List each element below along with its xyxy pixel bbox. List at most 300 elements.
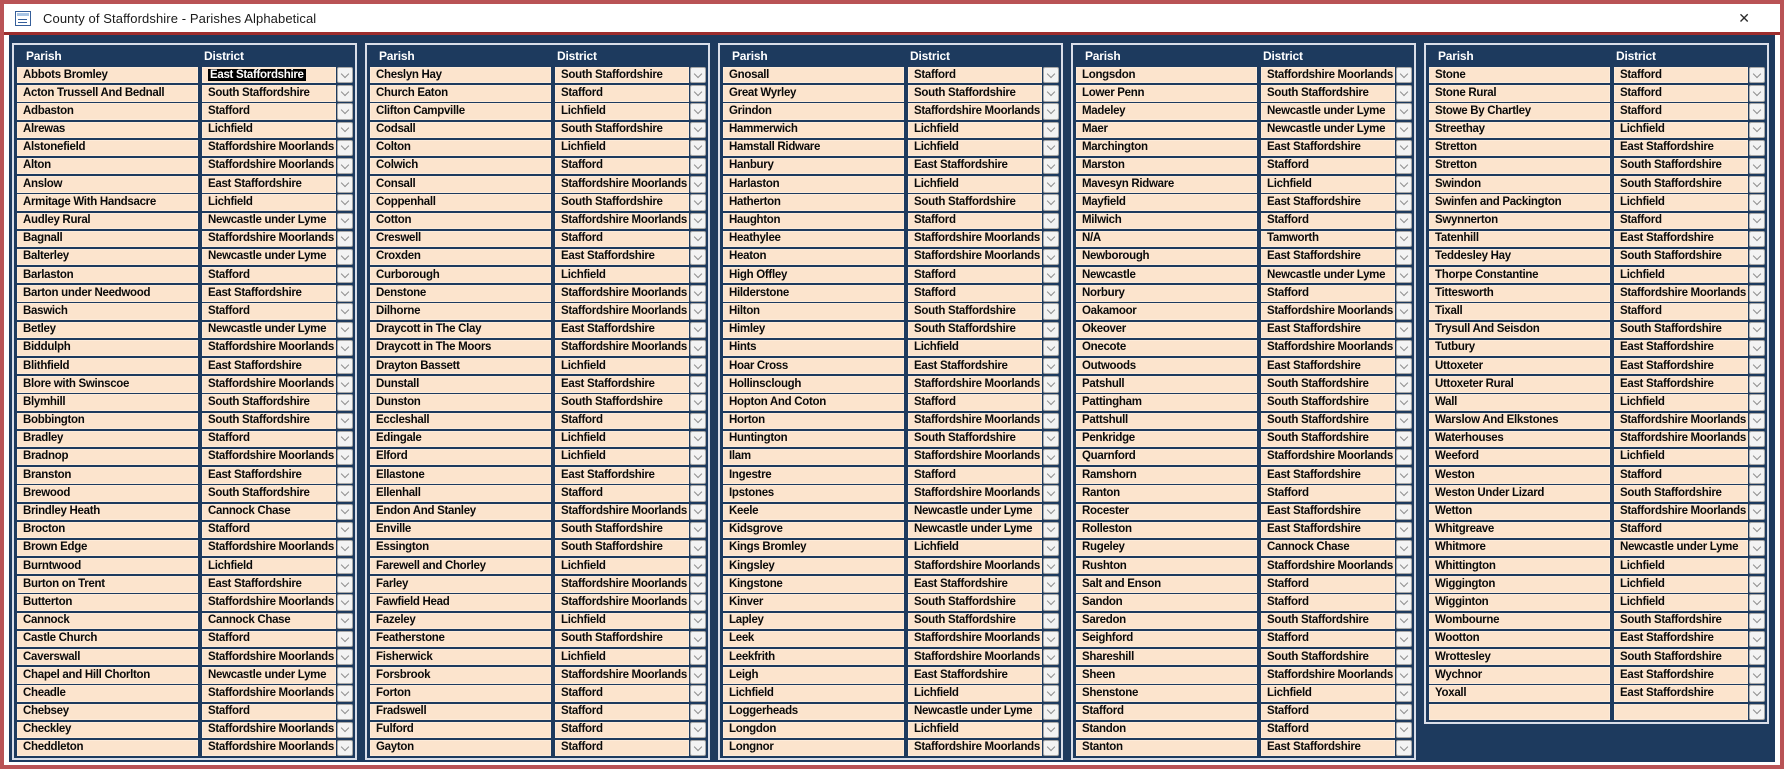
district-field[interactable]: Lichfield <box>908 140 1042 156</box>
district-dropdown-button[interactable] <box>337 504 353 520</box>
district-dropdown-button[interactable] <box>690 67 706 83</box>
parish-field[interactable]: Anslow <box>17 176 198 192</box>
district-dropdown-button[interactable] <box>337 722 353 738</box>
district-field[interactable]: South Staffordshire <box>555 394 689 410</box>
parish-field[interactable]: Shenstone <box>1076 685 1257 701</box>
parish-field[interactable]: Kingstone <box>723 576 904 592</box>
district-field[interactable]: Lichfield <box>1614 194 1748 210</box>
district-dropdown-button[interactable] <box>1396 740 1412 756</box>
parish-field[interactable]: Mayfield <box>1076 194 1257 210</box>
district-dropdown-button[interactable] <box>337 540 353 556</box>
district-field[interactable]: Newcastle under Lyme <box>1261 122 1395 138</box>
district-field[interactable]: Staffordshire Moorlands <box>1261 558 1395 574</box>
district-dropdown-button[interactable] <box>1043 558 1059 574</box>
district-dropdown-button[interactable] <box>690 522 706 538</box>
parish-field[interactable]: Stretton <box>1429 140 1610 156</box>
parish-field[interactable]: Wootton <box>1429 631 1610 647</box>
district-field[interactable]: Stafford <box>908 267 1042 283</box>
district-dropdown-button[interactable] <box>1749 85 1765 101</box>
parish-field[interactable]: Draycott in The Clay <box>370 322 551 338</box>
parish-field[interactable]: Rolleston <box>1076 522 1257 538</box>
district-dropdown-button[interactable] <box>1749 249 1765 265</box>
district-field[interactable]: East Staffordshire <box>202 176 336 192</box>
district-dropdown-button[interactable] <box>1396 685 1412 701</box>
district-field[interactable]: Newcastle under Lyme <box>1614 540 1748 556</box>
district-dropdown-button[interactable] <box>1396 394 1412 410</box>
parish-field[interactable]: Balterley <box>17 249 198 265</box>
district-field[interactable]: East Staffordshire <box>1614 140 1748 156</box>
district-field[interactable]: Staffordshire Moorlands <box>908 558 1042 574</box>
district-dropdown-button[interactable] <box>690 431 706 447</box>
district-dropdown-button[interactable] <box>337 413 353 429</box>
parish-field[interactable]: Patshull <box>1076 376 1257 392</box>
parish-field[interactable]: Ranton <box>1076 485 1257 501</box>
district-field[interactable]: Stafford <box>1261 631 1395 647</box>
district-dropdown-button[interactable] <box>1749 267 1765 283</box>
district-dropdown-button[interactable] <box>1396 158 1412 174</box>
district-dropdown-button[interactable] <box>1396 704 1412 720</box>
district-field[interactable]: East Staffordshire <box>908 667 1042 683</box>
district-field[interactable]: Tamworth <box>1261 231 1395 247</box>
district-field[interactable]: Stafford <box>555 158 689 174</box>
district-field[interactable]: Stafford <box>1614 467 1748 483</box>
parish-field[interactable]: Gayton <box>370 740 551 756</box>
district-dropdown-button[interactable] <box>337 376 353 392</box>
district-field[interactable]: Stafford <box>555 485 689 501</box>
district-field[interactable]: Lichfield <box>908 122 1042 138</box>
district-field[interactable]: South Staffordshire <box>1614 649 1748 665</box>
district-field[interactable]: Staffordshire Moorlands <box>202 594 336 610</box>
parish-field[interactable]: Burntwood <box>17 558 198 574</box>
district-dropdown-button[interactable] <box>1043 158 1059 174</box>
parish-field[interactable]: Dunstall <box>370 376 551 392</box>
district-dropdown-button[interactable] <box>690 213 706 229</box>
district-field[interactable]: South Staffordshire <box>202 394 336 410</box>
district-dropdown-button[interactable] <box>690 540 706 556</box>
district-field[interactable]: South Staffordshire <box>1261 613 1395 629</box>
parish-field[interactable]: Castle Church <box>17 631 198 647</box>
parish-field[interactable]: Hilderstone <box>723 285 904 301</box>
parish-field[interactable]: High Offley <box>723 267 904 283</box>
district-field[interactable]: Staffordshire Moorlands <box>555 303 689 319</box>
district-dropdown-button[interactable] <box>1043 485 1059 501</box>
parish-field[interactable]: Chebsey <box>17 704 198 720</box>
district-dropdown-button[interactable] <box>690 685 706 701</box>
parish-field[interactable]: Church Eaton <box>370 85 551 101</box>
district-field[interactable]: South Staffordshire <box>555 631 689 647</box>
district-field[interactable]: Staffordshire Moorlands <box>1261 667 1395 683</box>
district-field[interactable]: Stafford <box>1261 285 1395 301</box>
district-dropdown-button[interactable] <box>690 449 706 465</box>
district-field[interactable]: South Staffordshire <box>1261 413 1395 429</box>
district-field[interactable]: Stafford <box>908 467 1042 483</box>
district-field[interactable]: Staffordshire Moorlands <box>555 176 689 192</box>
parish-field[interactable]: Adbaston <box>17 103 198 119</box>
district-dropdown-button[interactable] <box>690 358 706 374</box>
parish-field[interactable]: Swynnerton <box>1429 213 1610 229</box>
district-dropdown-button[interactable] <box>337 358 353 374</box>
district-dropdown-button[interactable] <box>1749 522 1765 538</box>
district-dropdown-button[interactable] <box>1396 449 1412 465</box>
district-dropdown-button[interactable] <box>690 558 706 574</box>
district-dropdown-button[interactable] <box>337 449 353 465</box>
district-field[interactable]: Stafford <box>1261 704 1395 720</box>
district-dropdown-button[interactable] <box>337 67 353 83</box>
district-dropdown-button[interactable] <box>1043 358 1059 374</box>
district-dropdown-button[interactable] <box>337 576 353 592</box>
district-dropdown-button[interactable] <box>1396 576 1412 592</box>
district-field[interactable]: Staffordshire Moorlands <box>908 631 1042 647</box>
district-field[interactable]: South Staffordshire <box>202 413 336 429</box>
district-dropdown-button[interactable] <box>1043 176 1059 192</box>
district-field[interactable]: Staffordshire Moorlands <box>555 667 689 683</box>
district-dropdown-button[interactable] <box>690 467 706 483</box>
parish-field[interactable]: Acton Trussell And Bednall <box>17 85 198 101</box>
district-dropdown-button[interactable] <box>690 158 706 174</box>
parish-field[interactable]: Sandon <box>1076 594 1257 610</box>
district-field[interactable]: Stafford <box>1614 103 1748 119</box>
district-field[interactable] <box>202 67 336 83</box>
parish-field[interactable]: Kings Bromley <box>723 540 904 556</box>
district-dropdown-button[interactable] <box>1396 467 1412 483</box>
district-dropdown-button[interactable] <box>690 267 706 283</box>
district-field[interactable]: Stafford <box>908 394 1042 410</box>
district-field[interactable]: Stafford <box>1261 213 1395 229</box>
district-field[interactable]: South Staffordshire <box>1614 249 1748 265</box>
parish-field[interactable]: Bradnop <box>17 449 198 465</box>
district-field[interactable]: Staffordshire Moorlands <box>908 485 1042 501</box>
district-field[interactable]: Stafford <box>1614 213 1748 229</box>
parish-field[interactable]: Butterton <box>17 594 198 610</box>
district-field[interactable]: Staffordshire Moorlands <box>202 340 336 356</box>
parish-field[interactable]: Bobbington <box>17 413 198 429</box>
district-field[interactable]: Staffordshire Moorlands <box>555 285 689 301</box>
district-field[interactable]: East Staffordshire <box>1261 249 1395 265</box>
parish-field[interactable]: Outwoods <box>1076 358 1257 374</box>
district-dropdown-button[interactable] <box>1396 631 1412 647</box>
parish-field[interactable]: Tutbury <box>1429 340 1610 356</box>
district-dropdown-button[interactable] <box>1043 522 1059 538</box>
parish-field[interactable]: Quarnford <box>1076 449 1257 465</box>
district-field[interactable]: Staffordshire Moorlands <box>1614 431 1748 447</box>
parish-field[interactable]: Leek <box>723 631 904 647</box>
parish-field[interactable]: Bagnall <box>17 231 198 247</box>
parish-field[interactable]: Kidsgrove <box>723 522 904 538</box>
parish-field[interactable]: Checkley <box>17 722 198 738</box>
district-dropdown-button[interactable] <box>337 740 353 756</box>
parish-field[interactable]: Blithfield <box>17 358 198 374</box>
district-field[interactable]: East Staffordshire <box>1261 740 1395 756</box>
district-field[interactable]: South Staffordshire <box>908 594 1042 610</box>
district-field[interactable]: Lichfield <box>1614 576 1748 592</box>
district-field[interactable]: South Staffordshire <box>1261 394 1395 410</box>
district-dropdown-button[interactable] <box>1396 249 1412 265</box>
district-dropdown-button[interactable] <box>1043 376 1059 392</box>
parish-field[interactable]: Alton <box>17 158 198 174</box>
parish-field[interactable]: Stretton <box>1429 158 1610 174</box>
district-dropdown-button[interactable] <box>1043 394 1059 410</box>
district-field[interactable]: Lichfield <box>1614 449 1748 465</box>
district-field[interactable]: South Staffordshire <box>1614 613 1748 629</box>
district-field[interactable]: Staffordshire Moorlands <box>202 722 336 738</box>
district-dropdown-button[interactable] <box>337 140 353 156</box>
close-icon[interactable]: ✕ <box>1738 10 1750 26</box>
district-field[interactable]: Stafford <box>202 103 336 119</box>
parish-field[interactable]: Lapley <box>723 613 904 629</box>
district-field[interactable]: East Staffordshire <box>1614 667 1748 683</box>
parish-field[interactable]: Biddulph <box>17 340 198 356</box>
district-dropdown-button[interactable] <box>337 267 353 283</box>
parish-field[interactable]: Hanbury <box>723 158 904 174</box>
district-field[interactable]: East Staffordshire <box>202 576 336 592</box>
district-field[interactable]: Stafford <box>555 85 689 101</box>
parish-field[interactable]: Teddesley Hay <box>1429 249 1610 265</box>
parish-field[interactable]: Hints <box>723 340 904 356</box>
district-field[interactable]: South Staffordshire <box>555 122 689 138</box>
district-field[interactable]: Lichfield <box>202 558 336 574</box>
parish-field[interactable]: Betley <box>17 322 198 338</box>
district-dropdown-button[interactable] <box>690 303 706 319</box>
parish-field[interactable]: Huntington <box>723 431 904 447</box>
district-dropdown-button[interactable] <box>1396 485 1412 501</box>
district-dropdown-button[interactable] <box>1396 85 1412 101</box>
parish-field[interactable]: Hilton <box>723 303 904 319</box>
parish-field[interactable]: Branston <box>17 467 198 483</box>
district-field[interactable]: East Staffordshire <box>908 158 1042 174</box>
parish-field[interactable]: Thorpe Constantine <box>1429 267 1610 283</box>
parish-field[interactable]: Grindon <box>723 103 904 119</box>
district-dropdown-button[interactable] <box>1043 231 1059 247</box>
district-field[interactable]: East Staffordshire <box>1614 340 1748 356</box>
district-dropdown-button[interactable] <box>690 322 706 338</box>
district-field[interactable]: Staffordshire Moorlands <box>1261 67 1395 83</box>
parish-field[interactable]: Fulford <box>370 722 551 738</box>
district-dropdown-button[interactable] <box>1396 285 1412 301</box>
district-field[interactable]: Newcastle under Lyme <box>1261 103 1395 119</box>
parish-field[interactable]: Newborough <box>1076 249 1257 265</box>
parish-field[interactable]: Uttoxeter Rural <box>1429 376 1610 392</box>
parish-field[interactable]: Oakamoor <box>1076 303 1257 319</box>
district-dropdown-button[interactable] <box>337 704 353 720</box>
district-dropdown-button[interactable] <box>1749 213 1765 229</box>
parish-field[interactable]: Cotton <box>370 213 551 229</box>
district-field[interactable]: Lichfield <box>908 722 1042 738</box>
district-field[interactable]: East Staffordshire <box>1614 231 1748 247</box>
parish-field[interactable]: Draycott in The Moors <box>370 340 551 356</box>
district-field[interactable]: East Staffordshire <box>908 358 1042 374</box>
district-dropdown-button[interactable] <box>337 685 353 701</box>
parish-field[interactable]: Wombourne <box>1429 613 1610 629</box>
district-dropdown-button[interactable] <box>690 594 706 610</box>
district-field[interactable]: Staffordshire Moorlands <box>908 413 1042 429</box>
parish-field[interactable]: Wigginton <box>1429 594 1610 610</box>
district-dropdown-button[interactable] <box>1396 303 1412 319</box>
district-field[interactable]: Newcastle under Lyme <box>908 704 1042 720</box>
parish-field[interactable]: Ilam <box>723 449 904 465</box>
district-field[interactable]: Staffordshire Moorlands <box>202 231 336 247</box>
district-dropdown-button[interactable] <box>337 394 353 410</box>
district-dropdown-button[interactable] <box>337 231 353 247</box>
district-dropdown-button[interactable] <box>1043 103 1059 119</box>
district-field[interactable]: South Staffordshire <box>1614 322 1748 338</box>
district-dropdown-button[interactable] <box>1043 685 1059 701</box>
district-field[interactable]: Lichfield <box>1614 594 1748 610</box>
district-field[interactable]: Stafford <box>202 431 336 447</box>
district-field[interactable]: Stafford <box>555 722 689 738</box>
parish-field[interactable]: Coppenhall <box>370 194 551 210</box>
district-dropdown-button[interactable] <box>1396 322 1412 338</box>
district-field[interactable]: South Staffordshire <box>1614 176 1748 192</box>
district-dropdown-button[interactable] <box>337 467 353 483</box>
district-field[interactable]: Lichfield <box>908 176 1042 192</box>
district-field[interactable]: South Staffordshire <box>1261 376 1395 392</box>
district-dropdown-button[interactable] <box>1043 576 1059 592</box>
district-field[interactable]: Lichfield <box>1614 267 1748 283</box>
district-dropdown-button[interactable] <box>1749 103 1765 119</box>
district-dropdown-button[interactable] <box>1043 613 1059 629</box>
parish-field[interactable]: Alstonefield <box>17 140 198 156</box>
district-field[interactable]: Stafford <box>555 740 689 756</box>
district-dropdown-button[interactable] <box>1043 303 1059 319</box>
district-dropdown-button[interactable] <box>1749 340 1765 356</box>
parish-field[interactable]: Clifton Campville <box>370 103 551 119</box>
district-field[interactable] <box>1614 704 1748 720</box>
district-field[interactable]: Lichfield <box>555 140 689 156</box>
district-dropdown-button[interactable] <box>1749 303 1765 319</box>
district-field[interactable]: Stafford <box>908 285 1042 301</box>
district-dropdown-button[interactable] <box>690 485 706 501</box>
district-dropdown-button[interactable] <box>1749 231 1765 247</box>
district-field[interactable]: Cannock Chase <box>202 504 336 520</box>
parish-field[interactable]: Rugeley <box>1076 540 1257 556</box>
district-field[interactable]: South Staffordshire <box>555 522 689 538</box>
parish-field[interactable]: Whitgreave <box>1429 522 1610 538</box>
parish-field[interactable]: Harlaston <box>723 176 904 192</box>
parish-field[interactable]: Swinfen and Packington <box>1429 194 1610 210</box>
district-dropdown-button[interactable] <box>1396 431 1412 447</box>
district-dropdown-button[interactable] <box>1749 558 1765 574</box>
district-field[interactable]: South Staffordshire <box>908 194 1042 210</box>
district-field[interactable]: South Staffordshire <box>555 194 689 210</box>
parish-field[interactable]: Burton on Trent <box>17 576 198 592</box>
district-dropdown-button[interactable] <box>690 394 706 410</box>
district-field[interactable]: Lichfield <box>555 267 689 283</box>
district-dropdown-button[interactable] <box>690 176 706 192</box>
district-field[interactable]: Lichfield <box>555 103 689 119</box>
parish-field[interactable]: Barton under Needwood <box>17 285 198 301</box>
district-field[interactable]: Stafford <box>555 413 689 429</box>
district-field[interactable]: Stafford <box>202 267 336 283</box>
district-field[interactable]: East Staffordshire <box>1614 685 1748 701</box>
district-field[interactable]: Staffordshire Moorlands <box>908 740 1042 756</box>
parish-field[interactable]: Kinver <box>723 594 904 610</box>
district-field[interactable]: Staffordshire Moorlands <box>202 158 336 174</box>
parish-field[interactable]: Fawfield Head <box>370 594 551 610</box>
district-dropdown-button[interactable] <box>690 576 706 592</box>
district-dropdown-button[interactable] <box>690 740 706 756</box>
district-field[interactable]: East Staffordshire <box>555 249 689 265</box>
parish-field[interactable]: Gnosall <box>723 67 904 83</box>
district-dropdown-button[interactable] <box>337 340 353 356</box>
district-field[interactable]: Lichfield <box>1261 176 1395 192</box>
district-dropdown-button[interactable] <box>690 649 706 665</box>
district-dropdown-button[interactable] <box>1396 413 1412 429</box>
district-field[interactable]: South Staffordshire <box>908 431 1042 447</box>
parish-field[interactable]: Tittesworth <box>1429 285 1610 301</box>
parish-field[interactable]: Denstone <box>370 285 551 301</box>
district-field[interactable]: East Staffordshire <box>1614 376 1748 392</box>
district-field[interactable]: Staffordshire Moorlands <box>1261 340 1395 356</box>
parish-field[interactable]: Curborough <box>370 267 551 283</box>
parish-field[interactable]: Chapel and Hill Chorlton <box>17 667 198 683</box>
district-field[interactable]: South Staffordshire <box>555 540 689 556</box>
parish-field[interactable]: Brocton <box>17 522 198 538</box>
district-field[interactable]: Lichfield <box>1614 394 1748 410</box>
district-dropdown-button[interactable] <box>1043 594 1059 610</box>
parish-field[interactable]: Tixall <box>1429 303 1610 319</box>
parish-field[interactable]: Okeover <box>1076 322 1257 338</box>
district-dropdown-button[interactable] <box>1043 249 1059 265</box>
district-field[interactable]: South Staffordshire <box>1261 85 1395 101</box>
district-dropdown-button[interactable] <box>1749 685 1765 701</box>
district-dropdown-button[interactable] <box>1396 340 1412 356</box>
district-field[interactable]: Staffordshire Moorlands <box>1261 303 1395 319</box>
district-dropdown-button[interactable] <box>1749 540 1765 556</box>
parish-field[interactable]: Marston <box>1076 158 1257 174</box>
district-dropdown-button[interactable] <box>1043 740 1059 756</box>
district-dropdown-button[interactable] <box>690 413 706 429</box>
district-dropdown-button[interactable] <box>337 213 353 229</box>
district-field[interactable]: Stafford <box>1614 522 1748 538</box>
parish-field[interactable]: Brindley Heath <box>17 504 198 520</box>
parish-field[interactable]: Wetton <box>1429 504 1610 520</box>
district-dropdown-button[interactable] <box>690 285 706 301</box>
district-dropdown-button[interactable] <box>1396 522 1412 538</box>
district-dropdown-button[interactable] <box>690 194 706 210</box>
district-field[interactable]: Stafford <box>908 213 1042 229</box>
district-field[interactable]: South Staffordshire <box>202 85 336 101</box>
parish-field[interactable]: Leekfrith <box>723 649 904 665</box>
district-dropdown-button[interactable] <box>1396 140 1412 156</box>
parish-field[interactable]: Cannock <box>17 613 198 629</box>
district-dropdown-button[interactable] <box>1396 67 1412 83</box>
district-dropdown-button[interactable] <box>1749 285 1765 301</box>
parish-field[interactable]: Colwich <box>370 158 551 174</box>
parish-field[interactable]: Lichfield <box>723 685 904 701</box>
district-field[interactable]: South Staffordshire <box>908 322 1042 338</box>
parish-field[interactable]: Farley <box>370 576 551 592</box>
district-dropdown-button[interactable] <box>1749 322 1765 338</box>
district-dropdown-button[interactable] <box>1749 467 1765 483</box>
district-field[interactable]: Staffordshire Moorlands <box>1614 504 1748 520</box>
district-field[interactable]: South Staffordshire <box>1261 649 1395 665</box>
district-dropdown-button[interactable] <box>1043 631 1059 647</box>
district-field[interactable]: Lichfield <box>908 340 1042 356</box>
district-field[interactable]: Staffordshire Moorlands <box>908 649 1042 665</box>
district-field[interactable]: East Staffordshire <box>1614 358 1748 374</box>
district-dropdown-button[interactable] <box>1749 122 1765 138</box>
parish-field[interactable]: Croxden <box>370 249 551 265</box>
district-dropdown-button[interactable] <box>1749 504 1765 520</box>
parish-field[interactable]: Caverswall <box>17 649 198 665</box>
district-dropdown-button[interactable] <box>690 249 706 265</box>
parish-field[interactable]: Horton <box>723 413 904 429</box>
district-field[interactable]: South Staffordshire <box>908 85 1042 101</box>
district-field[interactable]: Newcastle under Lyme <box>202 667 336 683</box>
parish-field[interactable]: Dunston <box>370 394 551 410</box>
district-field[interactable]: Stafford <box>202 303 336 319</box>
district-dropdown-button[interactable] <box>337 613 353 629</box>
